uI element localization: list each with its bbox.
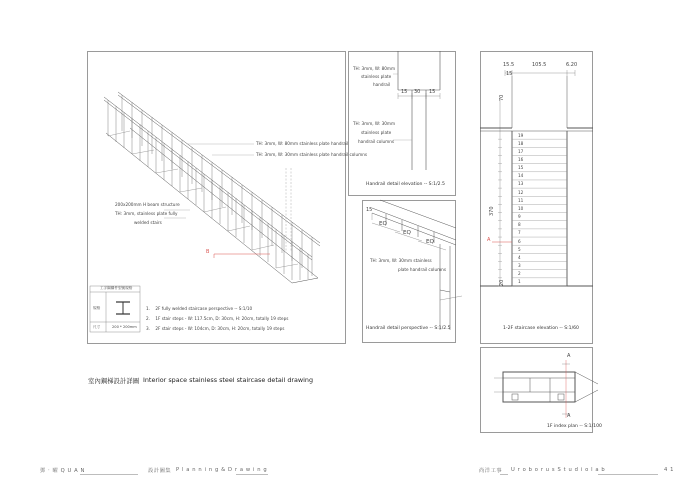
se-top-dim-3: 6.20 [566, 62, 578, 68]
footer-rule-2 [236, 474, 268, 475]
note-1: 1. 2F fully welded staircase perspective -- S:1/10 [146, 306, 253, 311]
footer-section-en: P l a n n i n g & D r a w i n g [176, 467, 268, 473]
step-number: 18 [518, 140, 524, 146]
hp-callout-b: plate handrail columns [398, 267, 447, 272]
he-callout-2a: TH: 3mm, W: 30mm [353, 121, 396, 126]
callout-beam-3: welded stairs [134, 220, 162, 225]
he-caption: Handrail detail elevation -- S:1/2.5 [366, 182, 445, 187]
table-row-spec: 規格 [93, 306, 101, 310]
step-number: 3 [518, 263, 521, 269]
step-number: 14 [518, 173, 524, 179]
se-dim-370: 370 [489, 206, 495, 216]
footer-section-zh: 設計圖集 [148, 468, 172, 474]
he-dim-1: 15 [401, 89, 408, 95]
table-row-size-value: 200 * 200mm [112, 325, 137, 329]
footer-rule-4 [598, 474, 658, 475]
hp-eq-3: EQ [426, 239, 434, 245]
step-number: 5 [518, 246, 521, 252]
he-callout-1a: TH: 3mm, W: 80mm [353, 66, 396, 71]
step-number: 17 [518, 148, 524, 154]
step-number: 9 [518, 214, 521, 220]
hp-eq-2: EQ [403, 230, 411, 236]
callout-handrail-columns: TH: 3mm, W: 30mm stainless plate handrail columns [256, 152, 368, 157]
staircase-elevation-drawing [480, 70, 593, 286]
step-number: 16 [518, 156, 524, 162]
step-number: 2 [518, 271, 521, 277]
index-plan-drawing [494, 360, 598, 418]
se-dim-70: 70 [499, 94, 505, 101]
title-english: Interior space stainless steel staircase detail drawing [143, 376, 314, 384]
footer-studio-zh: 尚洋工事 [479, 468, 503, 474]
table-title: 工字鋼構件型號規格 [100, 286, 133, 290]
se-dim-20: 20 [499, 279, 505, 286]
note-3: 3. 2F stair steps - W: 104cm, D: 30cm, H: 20cm, totally 19 steps [146, 326, 285, 331]
title-chinese: 室內鋼梯設計詳圖 [88, 377, 140, 385]
step-number: 15 [518, 165, 524, 171]
section-marker-a: A [487, 237, 491, 243]
staircase-perspective-drawing [104, 92, 320, 283]
se-caption: 1-2F staircase elevation -- S:1/60 [503, 326, 579, 331]
step-number: 4 [518, 254, 521, 260]
step-number: 8 [518, 222, 521, 228]
footer-studio-en: U r o b o r u s S t u d i o l a b [511, 467, 606, 473]
step-number: 6 [518, 238, 521, 244]
he-callout-2b: stainless plate [361, 130, 392, 135]
he-callout-2c: handrail columns [358, 139, 395, 144]
hp-dim-15: 15 [366, 207, 373, 213]
step-number: 1 [518, 279, 521, 285]
callout-handrail: TH: 3mm, W: 80mm stainless plate handrail [256, 141, 349, 146]
step-number: 19 [518, 132, 524, 138]
hp-eq-1: EQ [379, 221, 387, 227]
footer-rule-1 [80, 474, 138, 475]
footer-author: 鄧 ‧ 曜 Q U A N [40, 468, 86, 474]
step-number: 10 [518, 205, 524, 211]
he-callout-1b: stainless plate [361, 74, 392, 79]
handrail-perspective-drawing [372, 200, 462, 330]
he-dim-2: 30 [414, 89, 421, 95]
table-row-size: 尺寸 [93, 325, 101, 329]
step-number: 13 [518, 181, 524, 187]
hp-caption: Handrail detail perspective -- S:1/2.5 [366, 326, 451, 331]
he-callout-1c: handrail [373, 82, 391, 87]
se-dim-15: 15 [506, 71, 513, 77]
step-number: 12 [518, 189, 524, 195]
callout-beam-1: 200x200mm H beam structure [115, 202, 180, 207]
step-number: 11 [518, 197, 524, 203]
handrail-elevation-drawing [393, 51, 440, 170]
footer-page-number: 4 1 [664, 467, 675, 473]
ip-caption: 1F index plan -- S:1/100 [547, 424, 602, 429]
hp-callout-a: TH: 3mm, W: 30mm stainless [370, 258, 432, 263]
staircase-step-lines [498, 139, 567, 286]
section-marker-b: B [206, 249, 210, 255]
se-top-dim-2: 105.5 [532, 62, 547, 68]
he-dim-3: 15 [429, 89, 436, 95]
step-number: 7 [518, 230, 521, 236]
callout-beam-2: TH: 3mm, stainless plate fully [115, 211, 178, 216]
ip-marker-a-bottom: A [567, 413, 571, 419]
ip-marker-a-top: A [567, 353, 571, 359]
note-2: 2. 1F stair steps - W: 117.5cm, D: 30cm, H: 20cm, totally 19 steps [146, 316, 289, 321]
footer-rule-3 [500, 474, 508, 475]
se-top-dim-1: 15.5 [503, 62, 515, 68]
